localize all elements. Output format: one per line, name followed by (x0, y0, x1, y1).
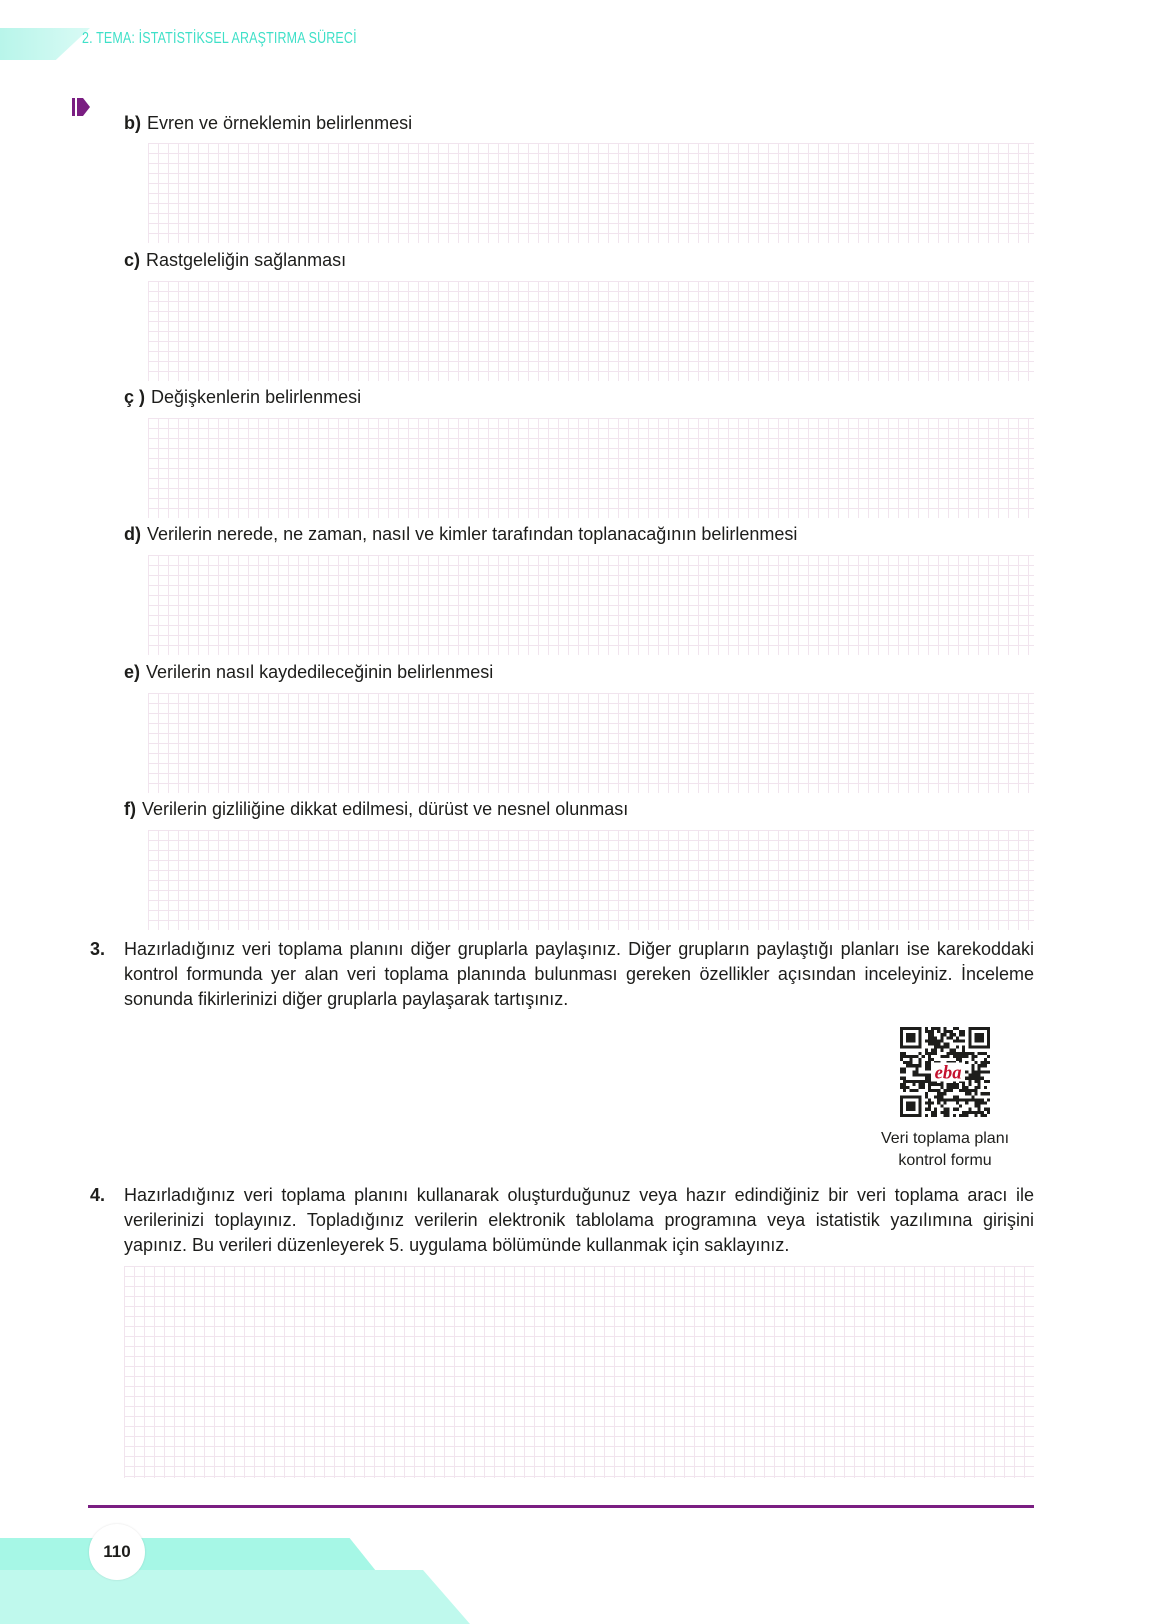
item-letter: d) (124, 524, 141, 544)
answer-grid-f[interactable] (148, 830, 1034, 930)
qr-caption (860, 1128, 1030, 1172)
item-d-label (124, 524, 797, 545)
footer-divider (88, 1505, 1034, 1508)
header-band (0, 28, 90, 60)
item-c-label (124, 250, 346, 271)
item-letter: c) (124, 250, 141, 270)
item-letter: b) (124, 113, 141, 133)
item-cc-label (124, 387, 361, 408)
qr-logo-text: eba (934, 1062, 962, 1084)
answer-grid-c[interactable] (148, 281, 1034, 381)
item-letter: e) (124, 662, 141, 682)
item-text: Değişkenlerin belirlenmesi (151, 387, 362, 407)
answer-grid-4[interactable] (124, 1266, 1034, 1478)
arrow-right-icon (72, 96, 90, 118)
question-number: 4. (90, 1185, 106, 1205)
page-number: 110 (89, 1524, 145, 1580)
chapter-title: 2. TEMA: İSTATİSTİKSEL ARAŞTIRMA SÜRECİ (82, 30, 357, 47)
footer-band-lower (0, 1570, 470, 1624)
item-letter: ç ) (124, 387, 146, 407)
answer-grid-d[interactable] (148, 555, 1034, 655)
qr-caption-line1: Veri toplama planı (880, 1130, 1010, 1147)
item-b-label (124, 113, 412, 134)
item-text: Evren ve örneklemin belirlenmesi (147, 113, 413, 133)
question-4 (90, 1183, 1034, 1258)
answer-grid-e[interactable] (148, 693, 1034, 793)
item-f-label (124, 799, 628, 820)
qr-code[interactable] (900, 1027, 990, 1117)
question-text: Hazırladığınız veri toplama planını kullanarak oluşturduğunuz veya hazır edindiğiniz bir veri toplama aracı ile verilerinizi toplayınız. Topladığınız verilerin elektronik tablolama programına veya istatistik yazılımına girişini yapınız. Bu verileri düzenleyerek 5. uygulama bölümünde kullanmak için saklayınız. (124, 1185, 1034, 1255)
item-letter: f) (124, 799, 136, 819)
item-text: Verilerin gizliliğine dikkat edilmesi, dürüst ve nesnel olunması (142, 799, 629, 819)
answer-grid-b[interactable] (148, 143, 1034, 243)
item-text: Verilerin nerede, ne zaman, nasıl ve kimler tarafından toplanacağının belirlenmesi (147, 524, 798, 544)
item-text: Verilerin nasıl kaydedileceğinin belirlenmesi (146, 662, 494, 682)
item-text: Rastgeleliğin sağlanması (146, 250, 347, 270)
question-3 (90, 937, 1034, 1012)
answer-grid-cc[interactable] (148, 418, 1034, 518)
question-number: 3. (90, 939, 106, 959)
question-text: Hazırladığınız veri toplama planını diğer gruplarla paylaşınız. Diğer grupların paylaştığı planları ise karekoddaki kontrol formunda yer alan veri toplama planında bulunması gereken özellikler açısından inceleyiniz. İnceleme sonunda fikirlerinizi diğer gruplarla paylaşarak tartışınız. (124, 939, 1034, 1009)
qr-caption-line2: kontrol formu (898, 1152, 992, 1169)
item-e-label (124, 662, 493, 683)
